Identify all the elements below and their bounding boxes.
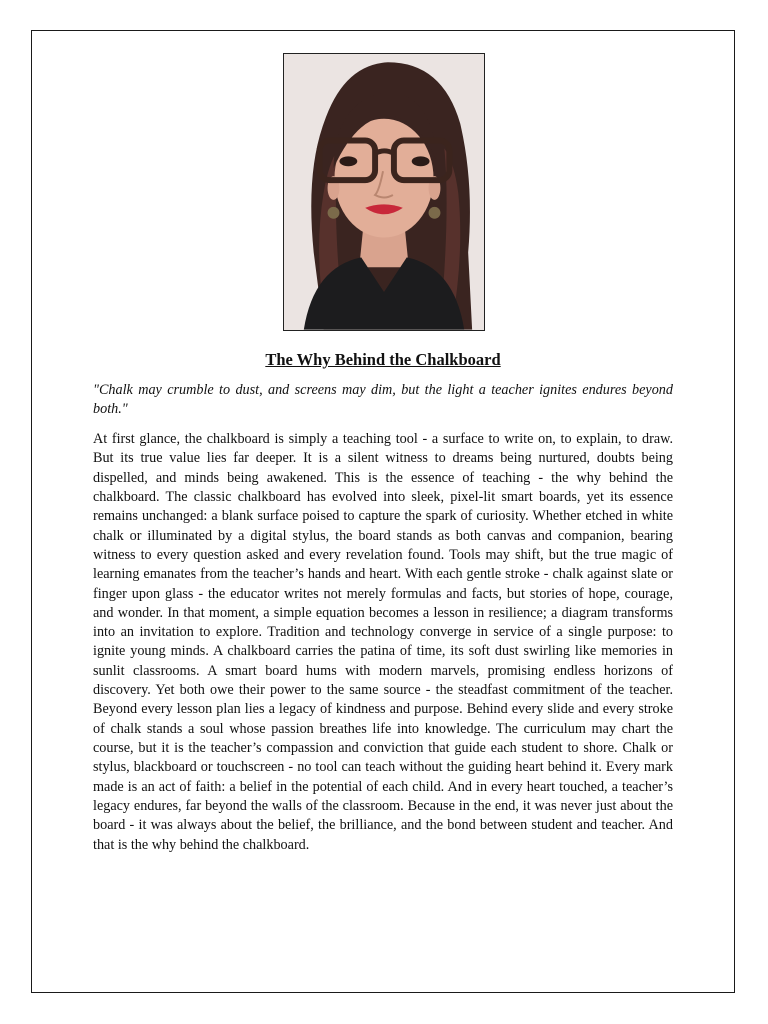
article-quote: "Chalk may crumble to dust, and screens may dim, but the light a teacher ignites endures beyond both." [93, 382, 673, 418]
article-title: The Why Behind the Chalkboard [265, 350, 501, 369]
portrait-image [284, 54, 484, 330]
article-body: At first glance, the chalkboard is simply a teaching tool - a surface to write on, to explain, to draw. But its true value lies far deeper. It is a silent witness to dreams being nurtured, doubts being dispelled, and minds being awakened. This is the essence of teaching - the why behind the chalkboard. The classic chalkboard has evolved into sleek, pixel-lit smart boards, yet its essence remains unchanged: a blank surface poised to capture the spark of curiosity. Whether etched in white chalk or illuminated by a digital stylus, the board stands as both canvas and companion, bearing witness to every question asked and every revelation found. Tools may shift, but the true magic of learning emanates from the teacher’s hands and heart. With each gentle stroke - chalk against slate or finger upon glass - the educator writes not merely formulas and facts, but stories of hope, courage, and wonder. In that moment, a simple equation becomes a lesson in resilience; a diagram transforms into an invitation to explore. Tradition and technology converge in service of a single purpose: to ignite young minds. A chalkboard carries the patina of time, its soft dust swirling like memories in sunlit classrooms. A smart board hums with modern marvels, promising endless horizons of discovery. Yet both owe their power to the same source - the steadfast commitment of the teacher. Beyond every lesson plan lies a legacy of kindness and purpose. Behind every slide and every stroke of chalk stands a soul whose passion breathes life into knowledge. The curriculum may chart the course, but it is the teacher’s compassion and conviction that guide each student to shore. Chalk or stylus, blackboard or touchscreen - no tool can teach without the guiding heart behind it. Every mark made is an act of faith: a belief in the potential of each child. And in every heart touched, a teacher’s legacy endures, far beyond the walls of the classroom. Because in the end, it was never just about the board - it was always about the belief, the brilliance, and the bond between student and teacher. And that is the why behind the chalkboard. [93, 431, 673, 853]
author-photo [283, 53, 485, 331]
